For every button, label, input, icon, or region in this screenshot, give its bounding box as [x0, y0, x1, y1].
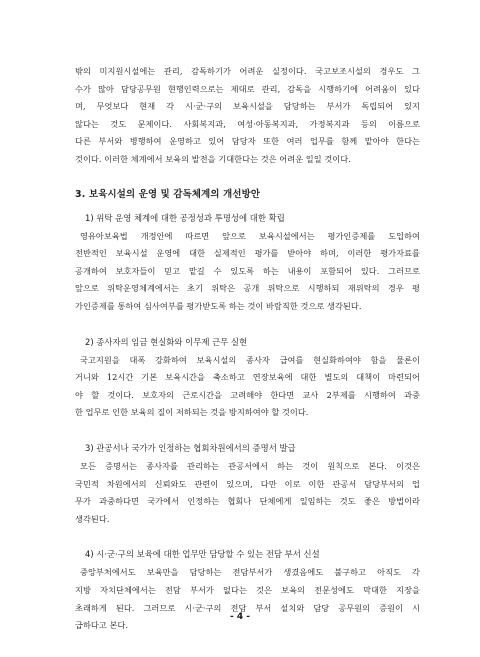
- item-line: 국민적 차원에서의 신뢰와도 관련이 있으며, 다만 이로 이한 관공서 담당부서의 업: [75, 478, 420, 489]
- item-line: 지방 자치단체에서는 전담 부서가 없다는 것은 보육의 전문성에도 막대한 지장을: [75, 585, 420, 595]
- item-line: 공개하여 보호자들이 믿고 맡길 수 있도록 하는 내용이 포함되어 있다. 그러므로: [75, 265, 420, 276]
- item-line: 한 업무로 인한 보육의 질이 저하되는 것을 방지하여야 할 것이다.: [75, 407, 309, 418]
- page-number: - 4 -: [230, 612, 250, 622]
- item-line: 무가 과중하다면 국가에서 인정하는 협회나 단체에게 일임하는 것도 좋은 방법이라: [75, 496, 420, 507]
- intro-line: 밖의 미지원시설에는 관리, 감독하기가 어려운 실정이다. 국고보조시설의 경우도 그: [75, 66, 420, 76]
- item-line: 국고지원을 대폭 강화하여 보육시설의 종사자 급여를 현실화하여야 함을 물론이: [80, 354, 420, 365]
- intro-line: 다른 부서와 병행하여 운영하고 있어 담당자 또한 여러 업무를 함께 맡아야 한다는: [75, 136, 420, 147]
- item-line: 영유아보육법 개정안에 따르면 앞으로 보육시설에서는 평가인증제를 도입하여: [80, 230, 420, 241]
- item-line: 전반적인 보육시설 운영에 대한 실제적인 평가를 받아야 하며, 이러한 평가자료를: [75, 248, 420, 259]
- item-line: 급하다고 본다.: [75, 620, 129, 631]
- item-title: 3) 관공서나 국가가 인정하는 협회차원에서의 증명서 발급: [85, 443, 296, 453]
- intro-line: 며, 무엇보다 현재 각 시·군·구의 보육시설을 담당하는 부서가 독립되어 있지: [75, 101, 420, 112]
- item-line: 앞으로 위탁운영체계에서는 초기 위탁은 공개 위탁으로 시행하되 재위탁의 경우 평: [75, 283, 420, 294]
- item-line: 거니와 12시간 기본 보육시간을 축소하고 연장보육에 대한 별도의 대책이 마련되어: [75, 372, 420, 383]
- item-line: 생각된다.: [75, 513, 110, 524]
- intro-line: 수가 많아 담당공무원 현행인력으로는 제대로 관리, 감독을 시행하기에 어려움이 있다: [75, 83, 420, 94]
- item-line: 초래하게 된다. 그러므로 시·군·구의 전담 부서 설치와 담당 공무원의 증원이 시: [75, 602, 420, 613]
- section-heading: 3. 보육시설의 운영 및 감독체계의 개선방안: [75, 188, 261, 200]
- intro-line: 것이다. 이러한 체계에서 보육의 발전을 기대한다는 것은 어려운 일일 것이다.: [75, 154, 351, 164]
- intro-line: 않다는 것도 문제이다. 사회복지과, 여성·아동복지과, 가정복지과 등의 이름으로: [75, 118, 420, 129]
- item-line: 야 할 것이다. 보호자의 근로시간을 고려해야 한다면 교사 2부제를 시행하여 과중: [75, 389, 420, 400]
- item-title: 2) 종사자의 임금 현실화와 이무제 근무 실현: [85, 336, 248, 347]
- item-title: 4) 시·군·구의 보육에 대한 업무만 담당할 수 있는 전담 부서 신설: [85, 549, 320, 560]
- item-line: 중앙부처에서도 보육만을 담당하는 전담부서가 생겼음에도 불구하고 아직도 각: [80, 567, 420, 578]
- item-title: 1) 위탁 운영 체계에 대한 공정성과 투명성에 대한 확립: [85, 212, 285, 223]
- item-line: 가인증제를 통하여 심사여부를 평가받도록 하는 것이 바람직한 것으로 생각된다.: [75, 301, 362, 311]
- item-line: 모든 증명서는 종사자를 관리하는 관공서에서 하는 것이 원칙으로 본다. 이것은: [80, 461, 420, 471]
